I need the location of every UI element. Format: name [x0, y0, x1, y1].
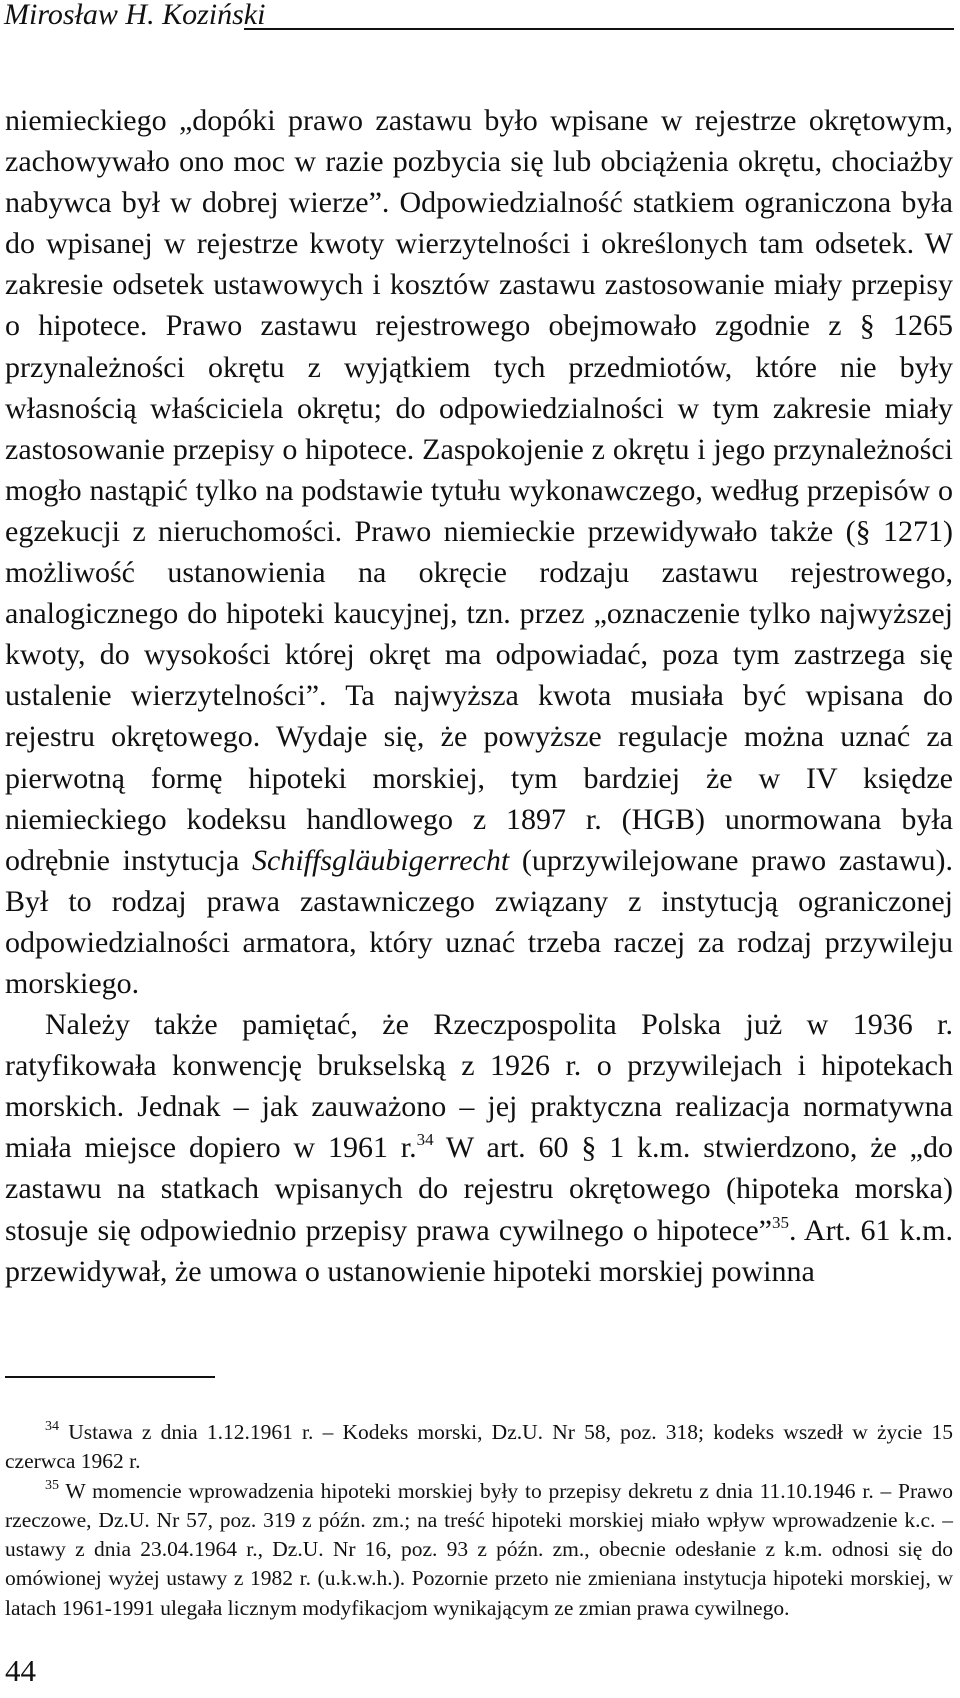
footnote-number: 35	[45, 1477, 59, 1493]
footnote-text: Ustawa z dnia 1.12.1961 r. – Kodeks morski, Dz.U. Nr 58, poz. 318; kodeks wszedł w życie 15 czerwca 1962 r.	[5, 1420, 953, 1474]
main-text	[5, 100, 953, 1292]
footnotes	[5, 1418, 953, 1623]
page-number: 44	[5, 1653, 36, 1688]
footnote-separator	[5, 1376, 215, 1378]
header-rule	[244, 28, 954, 30]
header-author: Mirosław H. Koziński	[4, 0, 266, 31]
paragraph-2-text-a: Należy także pamiętać, że Rzeczpospolita Polska już w 1936 r. ratyfikowała konwencję brukselską z 1926 r. o przywilejach i hipotekach morskich. Jednak – jak zauważono – jej praktyczna realizacja normatywna miała miejsce dopiero w 1961 r.	[5, 1008, 953, 1165]
footnote-ref-35[interactable]: 35	[771, 1212, 789, 1232]
paragraph-2-text-c: . Art. 61 k.m. przewidywał, że umowa o ustanowienie hipoteki morskiej powinna	[5, 1213, 953, 1288]
footnote-ref-34[interactable]: 34	[416, 1130, 434, 1150]
paragraph-1	[5, 100, 953, 1004]
paragraph-1-text-a: niemieckiego „dopóki prawo zastawu było wpisane w rejestrze okrętowym, zachowywało ono moc w razie pozbycia się lub obciążenia okrętu, chociażby nabywca był w dobrej wierze”. Odpowiedzialność statkiem ograniczona była do wpisanej w rejestrze kwoty wierzytelności i określonych tam odsetek. W zakresie odsetek ustawowych i kosztów zastawu zastosowanie miały przepisy o hipotece. Prawo zastawu rejestrowego obejmowało zgodnie z § 1265 przynależności okrętu z wyjątkiem tych przedmiotów, które nie były własnością właściciela okrętu; do odpowiedzialności w tym zakresie miały zastosowanie przepisy o hipotece. Zaspokojenie z okrętu i jego przynależności mogło nastąpić tylko na podstawie tytułu wykonawczego, według przepisów o egzekucji z nieruchomości. Prawo niemieckie przewidywało także (§ 1271) możliwość ustanowienia na okręcie rodzaju zastawu rejestrowego, analogicznego do hipoteki kaucyjnej, tzn. przez „oznaczenie tylko najwyższej kwoty, do wysokości której okręt ma odpowiadać, poza tym zastrzega się ustalenie wierzytelności”. Ta najwyższa kwota musiała być wpisana do rejestru okrętowego. Wydaje się, że powyższe regulacje można uznać za pierwotną formę hipoteki morskiej, tym bardziej że w IV księdze niemieckiego kodeksu handlowego z 1897 r. (HGB) unormowana była odrębnie instytucja	[5, 104, 953, 877]
footnote-number: 34	[45, 1419, 59, 1434]
footnote-text: W momencie wprowadzenia hipoteki morskiej były to przepisy dekretu z dnia 11.10.1946 r. – Prawo rzeczowe, Dz.U. Nr 57, poz. 319 z późn. zm.; na treść hipoteki morskiej miało wpływ wprowadzenie k.c. – ustawy z dnia 23.04.1964 r., Dz.U. Nr 16, poz. 93 z późn. zm., obecnie odesłanie z k.m. odnosi się do omówionej wyżej ustawy z 1982 r. (u.k.w.h.). Pozornie przeto nie zmieniana instytucja hipoteki morskiej, w latach 1961-1991 ulegała licznym modyfikacjom wynikającym ze zmian prawa cywilnego.	[5, 1478, 953, 1620]
footnote-35	[5, 1477, 953, 1623]
paragraph-1-text-b: (uprzywilejowane prawo zastawu). Był to rodzaj prawa zastawniczego związany z instytucją ograniczonej odpowiedzialności armatora, który uznać trzeba raczej za rodzaj przywileju morskiego.	[5, 843, 953, 1000]
paragraph-2-text-b: W art. 60 § 1 k.m. stwierdzono, że „do zastawu na statkach wpisanych do rejestru okrętowego (hipoteka morska) stosuje się odpowiednio przepisy prawa cywilnego o hipotece”	[5, 1131, 953, 1247]
running-header	[4, 0, 954, 32]
paragraph-2	[5, 1004, 953, 1292]
footnote-34	[5, 1418, 953, 1477]
paragraph-1-italic-term: Schiffsgläubigerrecht	[252, 843, 510, 877]
